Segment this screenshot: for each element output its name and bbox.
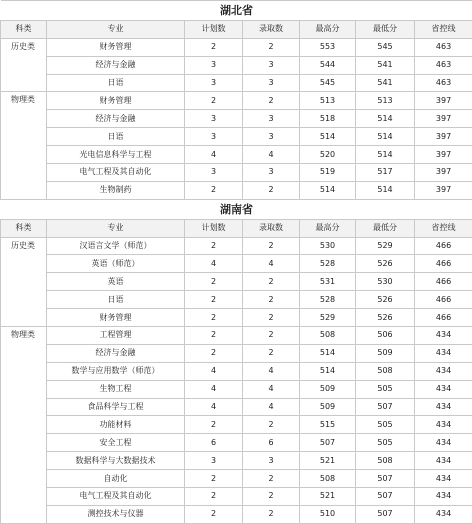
- admitted-count-cell: 4: [243, 398, 300, 416]
- control-line-cell: 466: [415, 309, 472, 327]
- control-line-cell: 434: [415, 488, 472, 506]
- province-title: 湖北省: [1, 1, 472, 21]
- major-cell: 日语: [47, 128, 185, 146]
- control-line-cell: 434: [415, 344, 472, 362]
- lowest-score-cell: 505: [356, 416, 415, 434]
- plan-count-cell: 4: [185, 380, 243, 398]
- lowest-score-cell: 529: [356, 237, 415, 255]
- highest-score-cell: 514: [300, 181, 356, 199]
- control-line-cell: 434: [415, 452, 472, 470]
- table-row: [1, 164, 472, 182]
- plan-count-cell: 3: [185, 452, 243, 470]
- control-line-cell: 397: [415, 164, 472, 182]
- lowest-score-cell: 545: [356, 38, 415, 56]
- plan-count-cell: 2: [185, 291, 243, 309]
- admitted-count-cell: 4: [243, 255, 300, 273]
- table-row: [1, 434, 472, 452]
- table-row: [1, 128, 472, 146]
- lowest-score-cell: 514: [356, 181, 415, 199]
- table-row: [1, 309, 472, 327]
- major-cell: 日语: [47, 291, 185, 309]
- admitted-count-cell: 4: [243, 362, 300, 380]
- lowest-score-cell: 505: [356, 380, 415, 398]
- control-line-cell: 463: [415, 74, 472, 92]
- highest-score-cell: 510: [300, 505, 356, 523]
- table-row: [1, 470, 472, 488]
- table-row: [1, 452, 472, 470]
- lowest-score-cell: 507: [356, 488, 415, 506]
- highest-score-cell: 528: [300, 255, 356, 273]
- admitted-count-cell: 3: [243, 452, 300, 470]
- table-row: [1, 488, 472, 506]
- lowest-score-cell: 513: [356, 92, 415, 110]
- highest-score-cell: 530: [300, 237, 356, 255]
- major-cell: 数据科学与大数据技术: [47, 452, 185, 470]
- column-header: 省控线: [415, 20, 472, 38]
- lowest-score-cell: 505: [356, 434, 415, 452]
- lowest-score-cell: 541: [356, 56, 415, 74]
- highest-score-cell: 509: [300, 380, 356, 398]
- major-cell: 日语: [47, 74, 185, 92]
- table-row: [1, 398, 472, 416]
- major-cell: 生物制药: [47, 181, 185, 199]
- control-line-cell: 434: [415, 362, 472, 380]
- control-line-cell: 466: [415, 255, 472, 273]
- admitted-count-cell: 2: [243, 291, 300, 309]
- column-header: 计划数: [185, 20, 243, 38]
- plan-count-cell: 2: [185, 344, 243, 362]
- admitted-count-cell: 2: [243, 470, 300, 488]
- admitted-count-cell: 4: [243, 146, 300, 164]
- plan-count-cell: 2: [185, 273, 243, 291]
- table-row: [1, 416, 472, 434]
- table-row: [1, 362, 472, 380]
- highest-score-cell: 515: [300, 416, 356, 434]
- plan-count-cell: 4: [185, 398, 243, 416]
- highest-score-cell: 544: [300, 56, 356, 74]
- plan-count-cell: 2: [185, 237, 243, 255]
- table-row: [1, 74, 472, 92]
- lowest-score-cell: 507: [356, 470, 415, 488]
- control-line-cell: 466: [415, 273, 472, 291]
- lowest-score-cell: 508: [356, 362, 415, 380]
- column-header: 最高分: [300, 219, 356, 237]
- plan-count-cell: 4: [185, 146, 243, 164]
- admitted-count-cell: 2: [243, 327, 300, 345]
- lowest-score-cell: 509: [356, 344, 415, 362]
- control-line-cell: 463: [415, 38, 472, 56]
- plan-count-cell: 3: [185, 56, 243, 74]
- control-line-cell: 434: [415, 434, 472, 452]
- highest-score-cell: 545: [300, 74, 356, 92]
- lowest-score-cell: 526: [356, 255, 415, 273]
- category-label: 历史类: [11, 242, 46, 250]
- highest-score-cell: 514: [300, 344, 356, 362]
- major-cell: 汉语言文学（师范）: [47, 237, 185, 255]
- admitted-count-cell: 2: [243, 344, 300, 362]
- lowest-score-cell: 506: [356, 327, 415, 345]
- table-row: [1, 380, 472, 398]
- lowest-score-cell: 526: [356, 309, 415, 327]
- plan-count-cell: 2: [185, 92, 243, 110]
- lowest-score-cell: 514: [356, 146, 415, 164]
- admitted-count-cell: 2: [243, 181, 300, 199]
- table-row: [1, 92, 472, 110]
- plan-count-cell: 6: [185, 434, 243, 452]
- table-row: [1, 237, 472, 255]
- category-cell: [1, 92, 47, 199]
- table-row: [1, 273, 472, 291]
- lowest-score-cell: 526: [356, 291, 415, 309]
- lowest-score-cell: 541: [356, 74, 415, 92]
- column-header: 专业: [47, 20, 185, 38]
- major-cell: 电气工程及其自动化: [47, 488, 185, 506]
- admitted-count-cell: 2: [243, 273, 300, 291]
- highest-score-cell: 514: [300, 362, 356, 380]
- highest-score-cell: 513: [300, 92, 356, 110]
- admitted-count-cell: 3: [243, 128, 300, 146]
- category-label: 物理类: [11, 96, 46, 104]
- table-row: [1, 344, 472, 362]
- lowest-score-cell: 508: [356, 452, 415, 470]
- highest-score-cell: 520: [300, 146, 356, 164]
- control-line-cell: 463: [415, 56, 472, 74]
- plan-count-cell: 2: [185, 488, 243, 506]
- highest-score-cell: 553: [300, 38, 356, 56]
- major-cell: 安全工程: [47, 434, 185, 452]
- admitted-count-cell: 2: [243, 416, 300, 434]
- table-row: [1, 146, 472, 164]
- major-cell: 生物工程: [47, 380, 185, 398]
- plan-count-cell: 3: [185, 110, 243, 128]
- control-line-cell: 397: [415, 92, 472, 110]
- table-row: [1, 110, 472, 128]
- control-line-cell: 397: [415, 181, 472, 199]
- major-cell: 财务管理: [47, 38, 185, 56]
- category-cell: [1, 327, 47, 524]
- plan-count-cell: 4: [185, 255, 243, 273]
- major-cell: 数学与应用数学（师范）: [47, 362, 185, 380]
- column-header: 省控线: [415, 219, 472, 237]
- major-cell: 电气工程及其自动化: [47, 164, 185, 182]
- category-cell: [1, 237, 47, 326]
- major-cell: 英语（师范）: [47, 255, 185, 273]
- plan-count-cell: 2: [185, 505, 243, 523]
- control-line-cell: 434: [415, 380, 472, 398]
- admitted-count-cell: 3: [243, 164, 300, 182]
- highest-score-cell: 518: [300, 110, 356, 128]
- control-line-cell: 466: [415, 237, 472, 255]
- table-row: [1, 327, 472, 345]
- column-header: 计划数: [185, 219, 243, 237]
- control-line-cell: 434: [415, 470, 472, 488]
- major-cell: 功能材料: [47, 416, 185, 434]
- column-header: 专业: [47, 219, 185, 237]
- control-line-cell: 466: [415, 291, 472, 309]
- header-row: [1, 219, 472, 237]
- category-cell: [1, 38, 47, 92]
- major-cell: 财务管理: [47, 92, 185, 110]
- major-cell: 经济与金融: [47, 110, 185, 128]
- table-row: [1, 56, 472, 74]
- plan-count-cell: 4: [185, 362, 243, 380]
- column-header: 最低分: [356, 219, 415, 237]
- admitted-count-cell: 2: [243, 38, 300, 56]
- table-row: [1, 181, 472, 199]
- category-label: 历史类: [11, 43, 46, 51]
- admitted-count-cell: 2: [243, 92, 300, 110]
- major-cell: 经济与金融: [47, 344, 185, 362]
- column-header: 最低分: [356, 20, 415, 38]
- header-row: [1, 20, 472, 38]
- column-header: 录取数: [243, 20, 300, 38]
- table-row: [1, 38, 472, 56]
- admitted-count-cell: 3: [243, 110, 300, 128]
- major-cell: 食品科学与工程: [47, 398, 185, 416]
- control-line-cell: 397: [415, 128, 472, 146]
- major-cell: 工程管理: [47, 327, 185, 345]
- lowest-score-cell: 507: [356, 398, 415, 416]
- lowest-score-cell: 514: [356, 110, 415, 128]
- category-label: 物理类: [11, 331, 46, 339]
- admitted-count-cell: 2: [243, 309, 300, 327]
- control-line-cell: 397: [415, 110, 472, 128]
- plan-count-cell: 2: [185, 38, 243, 56]
- province-title-row: [1, 1, 472, 21]
- highest-score-cell: 508: [300, 470, 356, 488]
- major-cell: 自动化: [47, 470, 185, 488]
- lowest-score-cell: 507: [356, 505, 415, 523]
- control-line-cell: 434: [415, 327, 472, 345]
- highest-score-cell: 529: [300, 309, 356, 327]
- plan-count-cell: 3: [185, 128, 243, 146]
- plan-count-cell: 2: [185, 309, 243, 327]
- province-title: 湖南省: [1, 199, 472, 219]
- control-line-cell: 434: [415, 505, 472, 523]
- admitted-count-cell: 3: [243, 74, 300, 92]
- control-line-cell: 434: [415, 398, 472, 416]
- highest-score-cell: 507: [300, 434, 356, 452]
- column-header: 科类: [1, 20, 47, 38]
- plan-count-cell: 2: [185, 181, 243, 199]
- lowest-score-cell: 517: [356, 164, 415, 182]
- highest-score-cell: 509: [300, 398, 356, 416]
- column-header: 录取数: [243, 219, 300, 237]
- highest-score-cell: 521: [300, 488, 356, 506]
- highest-score-cell: 508: [300, 327, 356, 345]
- plan-count-cell: 2: [185, 470, 243, 488]
- major-cell: 英语: [47, 273, 185, 291]
- major-cell: 光电信息科学与工程: [47, 146, 185, 164]
- table-row: [1, 255, 472, 273]
- major-cell: 经济与金融: [47, 56, 185, 74]
- table-row: [1, 505, 472, 523]
- control-line-cell: 434: [415, 416, 472, 434]
- control-line-cell: 397: [415, 146, 472, 164]
- lowest-score-cell: 530: [356, 273, 415, 291]
- admitted-count-cell: 6: [243, 434, 300, 452]
- table-row: [1, 291, 472, 309]
- highest-score-cell: 521: [300, 452, 356, 470]
- lowest-score-cell: 514: [356, 128, 415, 146]
- plan-count-cell: 2: [185, 327, 243, 345]
- admitted-count-cell: 2: [243, 505, 300, 523]
- column-header: 最高分: [300, 20, 356, 38]
- major-cell: 财务管理: [47, 309, 185, 327]
- highest-score-cell: 519: [300, 164, 356, 182]
- plan-count-cell: 3: [185, 164, 243, 182]
- admitted-count-cell: 2: [243, 488, 300, 506]
- plan-count-cell: 3: [185, 74, 243, 92]
- plan-count-cell: 2: [185, 416, 243, 434]
- admitted-count-cell: 2: [243, 237, 300, 255]
- column-header: 科类: [1, 219, 47, 237]
- admitted-count-cell: 3: [243, 56, 300, 74]
- admitted-count-cell: 4: [243, 380, 300, 398]
- major-cell: 测控技术与仪器: [47, 505, 185, 523]
- highest-score-cell: 514: [300, 128, 356, 146]
- highest-score-cell: 528: [300, 291, 356, 309]
- highest-score-cell: 531: [300, 273, 356, 291]
- province-title-row: [1, 199, 472, 219]
